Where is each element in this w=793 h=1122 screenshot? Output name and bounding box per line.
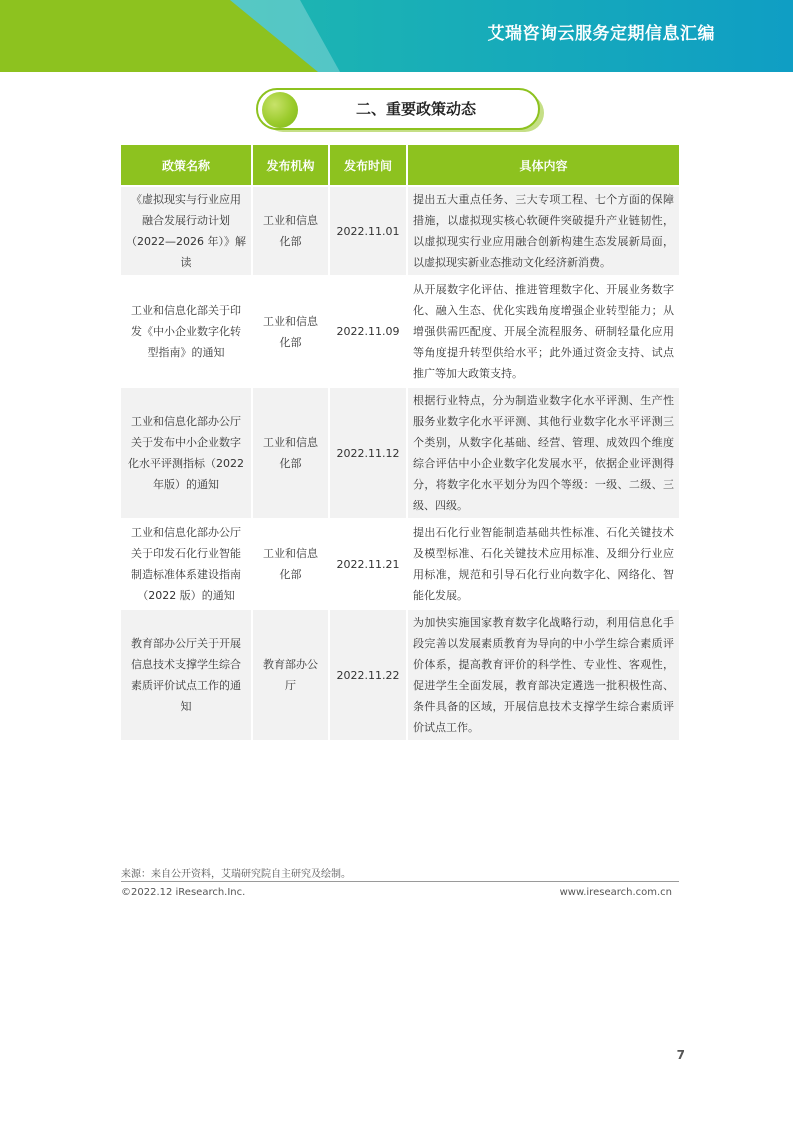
policy-org: 工业和信息化部 (252, 387, 329, 519)
policy-date: 2022.11.09 (329, 276, 407, 387)
section-title: 二、重要政策动态 (355, 100, 476, 118)
policy-org: 工业和信息化部 (252, 186, 329, 276)
section-heading (256, 88, 546, 130)
header-date: 发布时间 (329, 145, 407, 186)
policy-date: 2022.11.22 (329, 609, 407, 740)
table-row (121, 519, 679, 609)
table-row (121, 387, 679, 519)
header-org: 发布机构 (252, 145, 329, 186)
policy-name: 工业和信息化部关于印发《中小企业数字化转型指南》的通知 (121, 276, 252, 387)
table-row (121, 186, 679, 276)
policy-table (121, 145, 679, 740)
header-content: 具体内容 (407, 145, 679, 186)
table-row (121, 609, 679, 740)
policy-content: 提出石化行业智能制造基础共性标准、石化关键技术及模型标准、石化关键技术应用标准、及细分行业应用标准，规范和引导石化行业向数字化、网络化、智能化发展。 (407, 519, 679, 609)
policy-content: 根据行业特点，分为制造业数字化水平评测、生产性服务业数字化水平评测、其他行业数字化水平评测三个类别，从数字化基础、经营、管理、成效四个维度综合评估中小企业数字化发展水平，依据企业评测得分，将数字化水平划分为四个等级：一级、二级、三级、四级。 (407, 387, 679, 519)
policy-content: 从开展数字化评估、推进管理数字化、开展业务数字化、融入生态、优化实践角度增强企业转型能力；从增强供需匹配度、开展全流程服务、研制轻量化应用等角度提升转型供给水平；此外通过资金支持、试点推广等加大政策支持。 (407, 276, 679, 387)
policy-org: 教育部办公厅 (252, 609, 329, 740)
header-banner (0, 0, 793, 72)
copyright: ©2022.12 iResearch.Inc. (121, 887, 246, 898)
policy-date: 2022.11.21 (329, 519, 407, 609)
policy-name: 《虚拟现实与行业应用融合发展行动计划（2022—2026 年）》解读 (121, 186, 252, 276)
policy-content: 提出五大重点任务、三大专项工程、七个方面的保障措施，以虚拟现实核心软硬件突破提升产业链韧性，以虚拟现实行业应用融合创新构建生态发展新局面，以虚拟现实新业态推动文化经济新消费。 (407, 186, 679, 276)
policy-date: 2022.11.12 (329, 387, 407, 519)
table-header-row (121, 145, 679, 186)
policy-content: 为加快实施国家教育数字化战略行动，利用信息化手段完善以发展素质教育为导向的中小学生综合素质评价体系，提高教育评价的科学性、专业性、客观性，促进学生全面发展，教育部决定遴选一批积极性高、条件具备的区域，开展信息技术支撑学生综合素质评价试点工作。 (407, 609, 679, 740)
page-number: 7 (676, 1048, 685, 1062)
policy-org: 工业和信息化部 (252, 276, 329, 387)
policy-name: 工业和信息化部办公厅关于印发石化行业智能制造标准体系建设指南（2022 版）的通知 (121, 519, 252, 609)
header-policy-name: 政策名称 (121, 145, 252, 186)
website-link[interactable]: www.iresearch.com.cn (559, 887, 672, 898)
header-title: 艾瑞咨询云服务定期信息汇编 (487, 24, 715, 44)
section-bullet-icon (262, 92, 298, 128)
table-row (121, 276, 679, 387)
policy-org: 工业和信息化部 (252, 519, 329, 609)
source-note: 来源：来自公开资料，艾瑞研究院自主研究及绘制。 (121, 869, 351, 880)
policy-date: 2022.11.01 (329, 186, 407, 276)
policy-name: 教育部办公厅关于开展信息技术支撑学生综合素质评价试点工作的通知 (121, 609, 252, 740)
footer-divider (121, 881, 679, 882)
policy-name: 工业和信息化部办公厅关于发布中小企业数字化水平评测指标（2022 年版）的通知 (121, 387, 252, 519)
